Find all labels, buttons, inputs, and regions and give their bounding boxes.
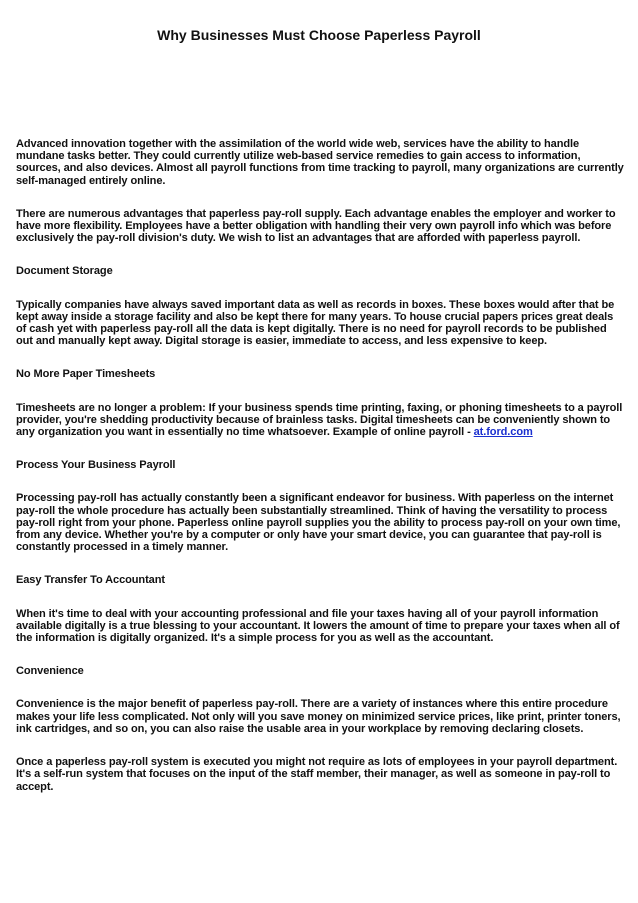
paragraph-timesheets-text: Timesheets are no longer a problem: If your business spends time printing, faxing, or phoning timesheets to a payroll provider, you're shedding productivity because of brainless tasks. Digital timesheets can be conveniently shown to any organization you want in essentially no time whatsoever. Example of online payroll - (16, 401, 623, 439)
heading-convenience: Convenience (16, 665, 84, 678)
paragraph-document-storage: Typically companies have always saved important data as well as records in boxes. These boxes would after that be kept away inside a storage facility and also be kept there for many years. To house crucial papers prices great deals of cash yet with paperless pay-roll all the data is kept digitally. There is no need for payroll records to be published out and manually kept away. Digital storage is easier, immediate to access, and less expensive to keep. (16, 298, 615, 348)
heading-document-storage: Document Storage (16, 265, 113, 278)
heading-no-more-paper-timesheets: No More Paper Timesheets (16, 368, 156, 381)
document-body (16, 138, 625, 814)
heading-process-business-payroll: Process Your Business Payroll (16, 459, 176, 472)
paragraph-easy-transfer: When it's time to deal with your accounting professional and file your taxes having all of your payroll information available digitally is a true blessing to your accountant. It lowers the amount of time to prepare your taxes when all of the information is digitally organized. It's a simple process for you as well as the accountant. (16, 607, 620, 645)
online-payroll-link[interactable]: at.ford.com (473, 426, 533, 439)
paragraph-convenience: Convenience is the major benefit of paperless pay-roll. There are a variety of instances where this entire procedure makes your life less complicated. Not only will you save money on minimized service prices, like print, printer toners, ink cartridges, and so on, you can also raise the usable area in your workplace by removing declaring closets. (16, 698, 621, 735)
document-title: Why Businesses Must Choose Paperless Payroll (157, 27, 481, 43)
paragraph-timesheets (16, 402, 625, 439)
paragraph-intro-2: There are numerous advantages that paperless pay-roll supply. Each advantage enables the employer and worker to have more flexibility. Employees have a better obligation with handling their very own payroll info which was before exclusively the pay-roll division's duty. We wish to list an advantages that are afforded with paperless payroll. (16, 207, 616, 245)
heading-easy-transfer: Easy Transfer To Accountant (16, 574, 165, 587)
paragraph-closing: Once a paperless pay-roll system is executed you might not require as lots of employees in your payroll department. It's a self-run system that focuses on the input of the staff member, their manager, as well as someone in pay-roll to accept. (16, 756, 618, 793)
paragraph-intro-1: Advanced innovation together with the assimilation of the world wide web, services have the ability to handle mundane tasks better. They could currently utilize web-based service remedies to gain access to information, sources, and also devices. Almost all payroll functions from time tracking to payroll, many organizations are currently self-managed entirely online. (16, 138, 624, 187)
paragraph-process-payroll: Processing pay-roll has actually constantly been a significant endeavor for business. With paperless on the internet pay-roll the whole procedure has actually been substantially streamlined. Think of having the versatility to process pay-roll right from your phone. Paperless online payroll supplies you the ability to process pay-roll on your own time, from any device. Whether you're by a computer or only have your smart device, you can guarantee that pay-roll is constantly processed in a timely manner. (16, 492, 621, 554)
